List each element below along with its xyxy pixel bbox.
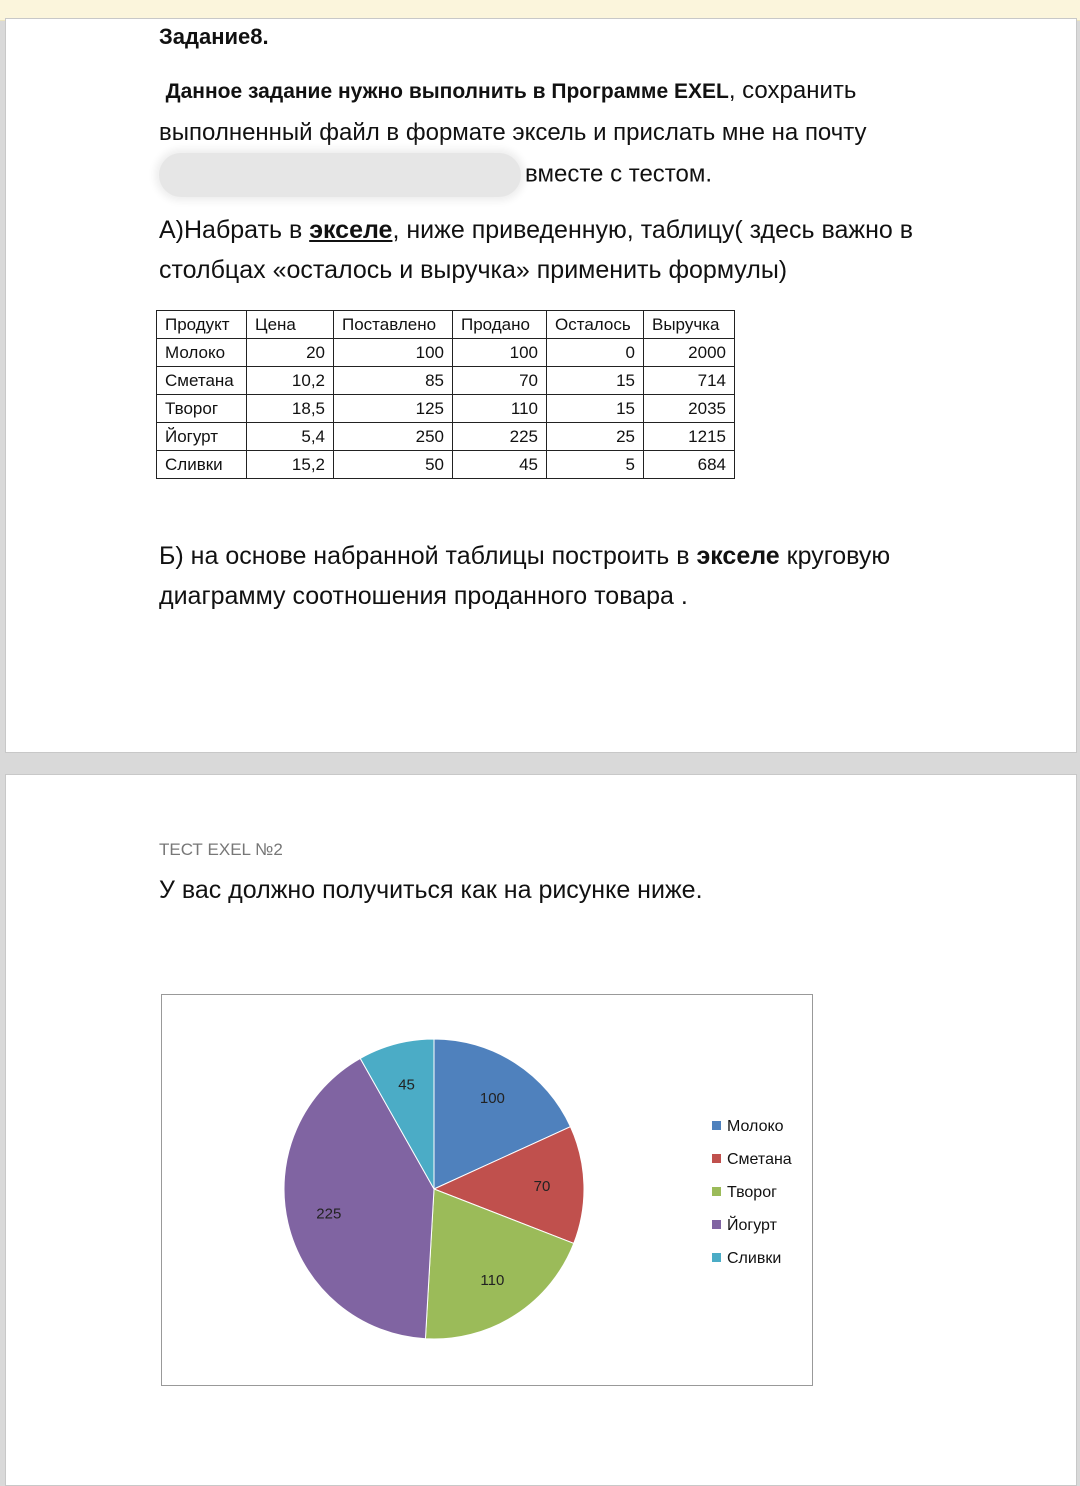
table-cell: 20	[247, 339, 334, 367]
table-cell: 50	[334, 451, 453, 479]
legend-item	[712, 1242, 792, 1275]
legend-item	[712, 1209, 792, 1242]
part-b-emph: экселе	[696, 542, 780, 570]
table-header-cell: Продукт	[157, 311, 247, 339]
table-cell: Молоко	[157, 339, 247, 367]
table-cell: 250	[334, 423, 453, 451]
legend-swatch	[712, 1154, 721, 1163]
table-cell: 15	[547, 395, 644, 423]
pie-data-label: 225	[316, 1205, 342, 1223]
table-cell: 2000	[644, 339, 735, 367]
task-title: Задание8.	[159, 24, 269, 49]
table-row	[157, 367, 735, 395]
table-header-cell: Продано	[453, 311, 547, 339]
table-cell: 714	[644, 367, 735, 395]
table-cell: 225	[453, 423, 547, 451]
intro-bold-text: Данное задание нужно выполнить в Программе EXEL	[165, 80, 729, 103]
table-row	[157, 423, 735, 451]
intro-line1-rest: , сохранить	[728, 77, 857, 104]
legend-label: Творог	[727, 1184, 777, 1201]
table-cell: 100	[453, 339, 547, 367]
table-cell: 110	[453, 395, 547, 423]
table-row	[157, 451, 735, 479]
test-label: ТЕСТ EXEL №2	[159, 840, 283, 859]
table-header-cell: Осталось	[547, 311, 644, 339]
part-a-paragraph	[159, 210, 913, 290]
part-b-rest: круговую	[779, 542, 891, 570]
table-cell: 45	[453, 451, 547, 479]
intro-line3: вместе с тестом.	[525, 160, 713, 188]
legend-label: Сметана	[727, 1151, 792, 1168]
intro-line2: выполненный файл в формате эксель и прислать мне на почту	[159, 119, 867, 146]
legend-label: Молоко	[727, 1118, 784, 1135]
table-cell: 2035	[644, 395, 735, 423]
table-cell: 15	[547, 367, 644, 395]
part-a-prefix: А)Набрать в	[159, 216, 310, 244]
table-cell: Творог	[157, 395, 247, 423]
legend-swatch	[712, 1187, 721, 1196]
pie-data-label: 45	[398, 1076, 415, 1094]
table-cell: 85	[334, 367, 453, 395]
document-page-2	[5, 774, 1077, 1486]
table-row	[157, 395, 735, 423]
part-a-line2: столбцах «осталось и выручка» применить формулы)	[159, 256, 788, 284]
chart-legend	[712, 1110, 792, 1275]
legend-item	[712, 1110, 792, 1143]
legend-item	[712, 1176, 792, 1209]
table-cell: 5	[547, 451, 644, 479]
table-cell: 70	[453, 367, 547, 395]
table-cell: 15,2	[247, 451, 334, 479]
part-b-line2: диаграмму соотношения проданного товара .	[159, 582, 688, 610]
table-cell: 1215	[644, 423, 735, 451]
table-cell: 100	[334, 339, 453, 367]
table-cell: 684	[644, 451, 735, 479]
table-header-cell: Цена	[247, 311, 334, 339]
table-header-cell: Выручка	[644, 311, 735, 339]
legend-swatch	[712, 1253, 721, 1262]
part-a-emph: экселе	[309, 216, 393, 244]
table-header-cell: Поставлено	[334, 311, 453, 339]
result-text: У вас должно получиться как на рисунке ниже.	[159, 876, 703, 904]
table-cell: 10,2	[247, 367, 334, 395]
pie-data-label: 100	[479, 1090, 505, 1108]
part-b-prefix: Б) на основе набранной таблицы построить в	[159, 542, 697, 570]
table-cell: 0	[547, 339, 644, 367]
table-cell: Сливки	[157, 451, 247, 479]
table-cell: Йогурт	[157, 423, 247, 451]
redacted-email	[159, 153, 521, 197]
table-cell: Сметана	[157, 367, 247, 395]
table-cell: 18,5	[247, 395, 334, 423]
table-cell: 5,4	[247, 423, 334, 451]
legend-swatch	[712, 1121, 721, 1130]
table-header-row	[157, 311, 735, 339]
part-b-paragraph	[159, 536, 890, 616]
pie-chart-box	[161, 994, 813, 1386]
legend-swatch	[712, 1220, 721, 1229]
products-table	[156, 310, 735, 479]
document-page-1	[5, 18, 1077, 753]
table-cell: 125	[334, 395, 453, 423]
intro-paragraph	[159, 70, 867, 197]
legend-item	[712, 1143, 792, 1176]
table-cell: 25	[547, 423, 644, 451]
part-a-rest: , ниже приведенную, таблицу( здесь важно в	[392, 216, 914, 244]
pie-data-label: 70	[533, 1177, 551, 1195]
legend-label: Сливки	[727, 1250, 782, 1267]
pie-data-label: 110	[480, 1271, 505, 1289]
legend-label: Йогурт	[727, 1217, 777, 1234]
table-row	[157, 339, 735, 367]
